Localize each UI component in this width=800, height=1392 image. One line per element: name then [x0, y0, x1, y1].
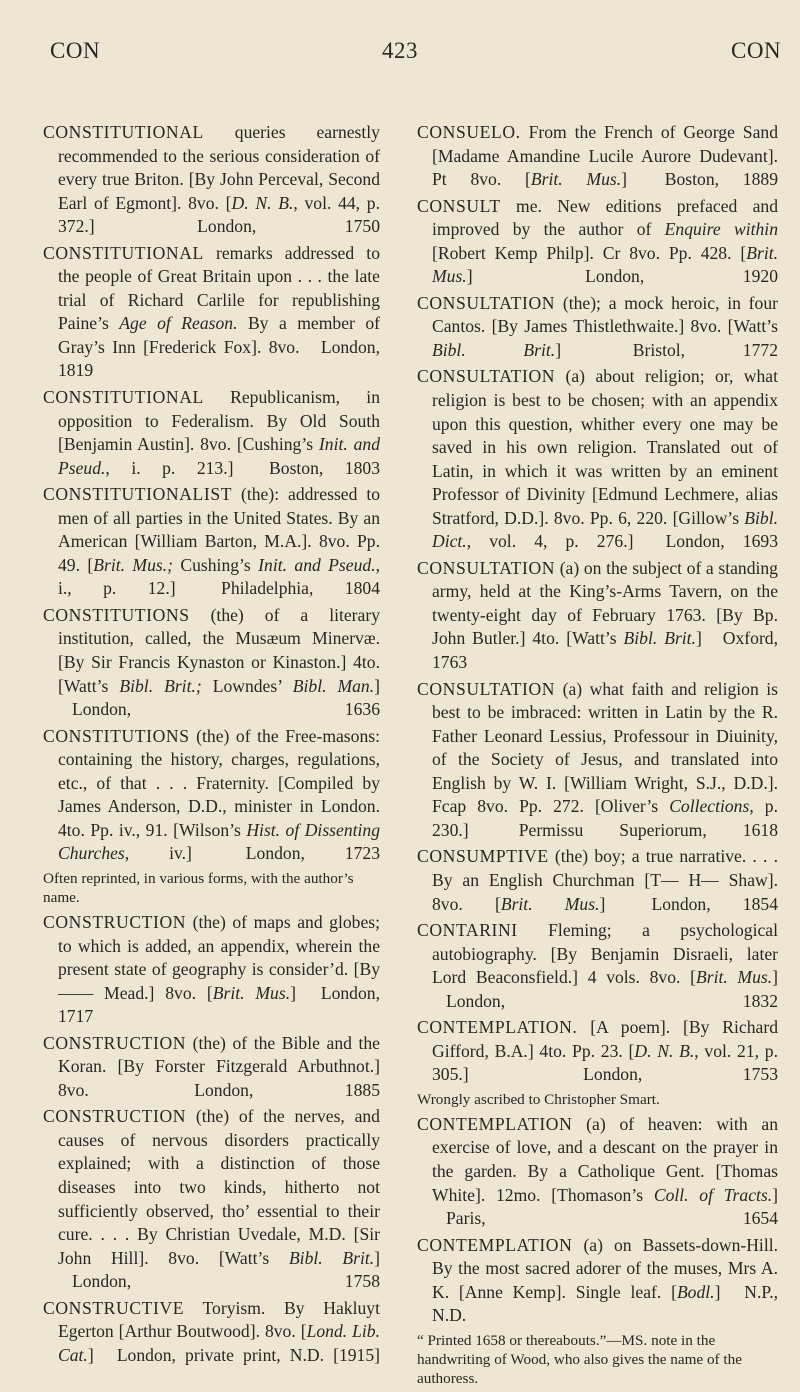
entry-italic-title: Brit. Mus.	[530, 169, 622, 190]
entry-imprint: London, 1693	[665, 531, 778, 552]
entry-note: Wrongly ascribed to Christopher Smart.	[417, 1090, 660, 1108]
bibliography-entry	[417, 919, 778, 1013]
entry-text: Toryism. By Hakluyt Egerton [Arthur Boutwood]. 8vo. [	[58, 1297, 380, 1342]
entry-italic-title: Init. and Pseud.	[258, 554, 376, 575]
entry-text: (a) of heaven: with an exercise of love, and a descant on the prayer in the garden. By a Catholique Gent. [Thomas White]. 12mo. [Thomason’s	[432, 1113, 778, 1205]
entry-text: ]	[290, 982, 296, 1003]
entry-headword: CONSTITUTIONAL	[43, 122, 204, 142]
entry-text: ]	[87, 1344, 94, 1365]
bibliography-entry	[417, 195, 778, 289]
entry-headword: CONSTRUCTION	[43, 1106, 187, 1127]
entry-italic-title: Brit. Mus.	[432, 242, 778, 287]
bibliography-entry	[43, 911, 380, 1029]
entry-headword: CONTARINI	[417, 920, 518, 941]
bibliography-entry	[43, 242, 380, 383]
bibliography-entry	[417, 557, 778, 675]
entry-headword: CONSULTATION	[417, 366, 556, 387]
entry-italic-title: Enquire within	[664, 219, 778, 240]
entry-text: ]	[466, 266, 473, 287]
entry-italic-title: Coll. of Tracts.	[653, 1184, 773, 1205]
entry-text: , iv.]	[124, 843, 192, 864]
entry-text: ]	[555, 339, 562, 360]
entry-headword: CONSTITUTIONAL	[43, 242, 204, 263]
bibliography-entry	[417, 1016, 778, 1087]
entry-text: , i., p. 12.]	[58, 554, 380, 599]
entry-text: Fleming; a psychological autobiography. [By Benjamin Disraeli, later Lord Beaconsfield.] 4 vols. 8vo. [	[432, 920, 778, 988]
bibliography-entry	[43, 121, 380, 239]
entry-text: Republicanism, in opposition to Federalism. By Old South [Benjamin Austin]. 8vo. [Cushing’s	[58, 387, 380, 455]
entry-text: (the) boy; a true narrative. . . . By an English Churchman [T— H— Shaw]. 8vo. [	[432, 846, 778, 914]
entry-italic-title: Age of Reason.	[119, 313, 238, 334]
entry-text: Lowndes’	[201, 675, 293, 696]
entry-text: (the) of the Bible and the Koran. [By Forster Fitzgerald Arbuthnot.] 8vo.	[58, 1032, 380, 1100]
entry-text: (the) of a literary institution, called, the Musæum Minervæ. [By Sir Francis Kynaston or Kinaston.] 4to. [Watt’s	[58, 604, 380, 696]
entry-imprint: N.P., N.D.	[432, 1281, 778, 1326]
entry-text: (the) of the Free-masons: containing the history, charges, regulations, etc., of that . . . Fraternity. [Compiled by James Anderson, D.D., minister in London. 4to. Pp. iv., 91. [Wilson’s	[58, 725, 380, 840]
entry-italic-title: Bibl. Brit.;	[119, 675, 202, 696]
entry-imprint: Permissu Superiorum, 1618	[518, 819, 778, 840]
entry-imprint: Oxford, 1763	[432, 628, 778, 673]
entry-text: (a) what faith and religion is best to be imbraced: written in Latin by the R. Father Leonard Lessius, Professour in Diuinity, of the Society of Jesus, and translated into English by W. I. [William Wright, S.J., D.D.]. Fcap 8vo. Pp. 272. [Oliver’s	[432, 678, 778, 817]
entry-text: ]	[772, 1184, 778, 1205]
entry-text: (the); a mock heroic, in four Cantos. [By James Thistlethwaite.] 8vo. [Watt’s	[432, 292, 778, 337]
running-header	[0, 38, 800, 68]
entry-headword: CONSTITUTIONS	[43, 604, 190, 625]
bibliography-entry	[43, 1105, 380, 1293]
entry-text: ]	[374, 675, 380, 696]
entry-headword: CONSUMPTIVE	[417, 846, 549, 867]
entry-text: ]	[374, 1247, 381, 1268]
bibliography-entry	[417, 1234, 778, 1328]
entry-text: (a) on Bassets-down-Hill. By the most sacred adorer of the muses, Mrs A. K. [Anne Kemp]. Single leaf. [	[432, 1234, 778, 1302]
entry-italic-title: D. N. B.	[231, 192, 294, 213]
entry-text: , vol. 4, p. 276.]	[466, 531, 634, 552]
entry-imprint: London, 1636	[72, 699, 380, 720]
entry-text: By a member of Gray’s Inn [Frederick Fox]. 8vo.	[58, 313, 380, 357]
bibliography-entry	[417, 678, 778, 843]
entry-imprint: Paris, 1654	[446, 1208, 778, 1229]
entry-imprint: London, 1758	[72, 1271, 380, 1292]
entry-imprint: Philadelphia, 1804	[221, 578, 380, 599]
bibliography-entry	[417, 845, 778, 916]
entry-italic-title: Bibl. Brit.	[623, 628, 696, 649]
entry-text: ]	[772, 967, 778, 988]
entry-text: (the): addressed to men of all parties in the United States. By an American [William Barton, M.A.]. 8vo. Pp. 49. [	[58, 484, 381, 575]
entry-italic-title: Brit. Mus.	[212, 982, 291, 1003]
entry-text: [Robert Kemp Philp]. Cr 8vo. Pp. 428. [	[432, 242, 747, 263]
entry-italic-title: Bibl. Brit.	[432, 339, 556, 360]
entry-imprint: London, 1854	[651, 893, 778, 914]
entry-imprint: London, 1750	[197, 216, 380, 237]
entry-text: , p. 230.]	[432, 796, 778, 840]
entry-headword: CONSUELO.	[417, 122, 521, 142]
entry-headword: CONSTRUCTION	[43, 911, 187, 932]
entry-headword: CONSULTATION	[417, 557, 556, 578]
entry-imprint: London, 1723	[245, 843, 380, 864]
entry-text: (the) of maps and globes; to which is added, an appendix, wherein the present state of geography is consider’d. [By —— Mead.] 8vo. [	[58, 911, 380, 1003]
entry-imprint: London, 1819	[58, 336, 380, 381]
entry-text: [A poem]. [By Richard Gifford, B.A.] 4to. Pp. 23. [	[432, 1017, 779, 1061]
entry-imprint: London, 1920	[585, 266, 778, 287]
left-column	[43, 121, 380, 1370]
entry-text: (the) of the nerves, and causes of nervous disorders practically explained; with a distinction of those diseases into two kinds, hitherto not sufficiently observed, tho’ essential to their cure. . . . By Christian Uvedale, M.D. [Sir John Hill]. 8vo. [Watt’s	[58, 1106, 380, 1268]
entry-italic-title: Bibl. Man.	[292, 675, 375, 696]
entry-imprint: London, 1717	[58, 982, 380, 1027]
entry-text: , vol. 44, p. 372.]	[58, 192, 380, 237]
entry-text: ]	[599, 893, 606, 914]
entry-italic-title: Bibl. Brit.	[288, 1247, 375, 1268]
entry-note: “ Printed 1658 or thereabouts.”—MS. note in the handwriting of Wood, who also gives the name of the authoress.	[417, 1331, 742, 1387]
bibliography-entry	[43, 725, 380, 866]
entry-italic-title: Collections	[669, 796, 750, 817]
entry-text: From the French of George Sand [Madame Amandine Lucile Aurore Dudevant]. Pt 8vo. [	[432, 122, 778, 190]
entry-italic-title: Brit. Mus.	[695, 967, 773, 988]
entry-headword: CONSULTATION	[417, 292, 556, 313]
entry-text: remarks addressed to the people of Great Britain upon . . . the late trial of Richard Carlile for republishing Paine’s	[58, 242, 380, 334]
entry-imprint: Bristol, 1772	[632, 339, 778, 360]
bibliography-entry	[43, 1297, 380, 1368]
entry-headword: CONSTITUTIONALIST	[43, 484, 233, 505]
entry-imprint: London, 1885	[194, 1079, 380, 1100]
header-left-guideword: CON	[50, 38, 101, 63]
entry-headword: CONTEMPLATION	[417, 1234, 573, 1255]
entry-italic-title: Hist. of Dissenting Churches	[58, 819, 380, 864]
entry-text: me. New editions prefaced and improved by the author of	[432, 195, 778, 240]
entry-italic-title: D. N. B.	[634, 1040, 695, 1061]
entry-italic-title: Brit. Mus.	[500, 893, 600, 914]
entry-headword: CONSTRUCTION	[43, 1032, 187, 1053]
entry-headword: CONSULTATION	[417, 678, 556, 699]
entry-text: , i. p. 213.]	[105, 457, 234, 478]
bibliography-entry	[43, 483, 380, 601]
entry-text: ]	[621, 169, 627, 190]
bibliography-entry	[43, 604, 380, 722]
entry-text: ]	[695, 628, 702, 649]
entry-text: (a) on the subject of a standing army, held at the King’s-Arms Tavern, on the twenty-eight day of February 1763. [By Bp. John Butler.] 4to. [Watt’s	[432, 557, 778, 649]
entry-italic-title: Bibl. Dict.	[432, 507, 778, 552]
entry-italic-title: Brit. Mus.;	[93, 554, 173, 575]
entry-note: Often reprinted, in various forms, with the author’s name.	[43, 869, 354, 906]
entry-imprint: London, 1832	[446, 990, 778, 1011]
entry-text: Cushing’s	[172, 554, 259, 575]
entry-headword: CONSTRUCTIVE	[43, 1297, 185, 1318]
entry-italic-title: Bodl.	[676, 1281, 715, 1302]
bibliography-entry	[417, 1113, 778, 1231]
entry-italic-title: Init. and Pseud.	[58, 434, 380, 478]
entry-text: ]	[714, 1281, 721, 1302]
entry-italic-title: Lond. Lib. Cat.	[58, 1321, 380, 1365]
bibliography-entry	[43, 386, 380, 480]
entry-imprint: London, private print, N.D. [1915]	[116, 1344, 380, 1365]
bibliography-entry	[417, 121, 778, 192]
entry-text: queries earnestly recommended to the serious consideration of every true Briton. [By John Perceval, Second Earl of Egmont]. 8vo. [	[58, 122, 380, 213]
entry-text: (a) about religion; or, what religion is best to be chosen; with an appendix upon this question, whither every one may be saved in his own religion. Translated out of Latin, in which it was written by an eminent Professor of Divinity [Edmund Lechmere, alias Stratford, D.D.]. 8vo. Pp. 6, 220. [Gillow’s	[432, 366, 778, 528]
bibliography-entry	[43, 1032, 380, 1103]
bibliography-entry	[417, 292, 778, 363]
entry-headword: CONTEMPLATION	[417, 1113, 573, 1134]
entry-text: , vol. 21, p. 305.]	[432, 1040, 778, 1085]
entry-imprint: Boston, 1889	[664, 169, 778, 190]
entry-imprint: Boston, 1803	[269, 457, 380, 478]
entry-headword: CONSTITUTIONAL	[43, 387, 204, 408]
bibliography-entry	[417, 365, 778, 553]
header-right-guideword: CON	[731, 38, 782, 63]
entry-headword: CONSTITUTIONS	[43, 725, 190, 746]
entry-imprint: London, 1753	[583, 1064, 778, 1085]
page-number: 423	[382, 38, 418, 63]
entry-headword: CONTEMPLATION.	[417, 1017, 578, 1038]
entry-headword: CONSULT	[417, 195, 501, 216]
right-column	[417, 121, 778, 1392]
